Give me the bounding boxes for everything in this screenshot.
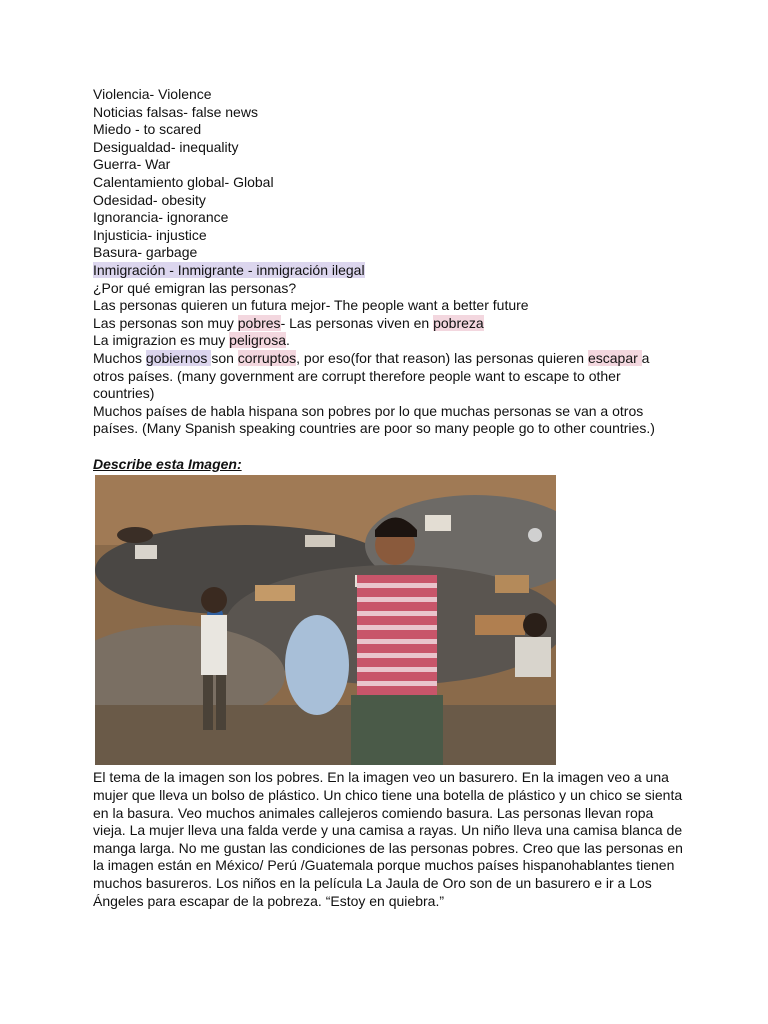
question-line: ¿Por qué emigran las personas? [93, 279, 297, 296]
highlight-pobres: pobres [237, 314, 281, 331]
text-segment: Muchos [93, 349, 146, 366]
vocab-item: Noticias falsas- false news [93, 103, 258, 120]
vocab-item: Injusticia- injustice [93, 226, 207, 243]
description-paragraph: El tema de la imagen son los pobres. En la imagen veo un basurero. En la imagen veo a una mujer que lleva un bolso de plástico. Un chico tiene una botella de plástico y un chico se sienta en la basura. Veo muchos animales callejeros comiendo basura. Las personas llevan ropa vieja. La mujer lleva una falda verde y una camisa a rayas. Un niño lleva una camisa blanca de manga larga. No me gustan las condiciones de las personas pobres. Creo que las personas en la imagen están en México/ Perú /Guatemala porque muchos países hispanohablantes tienen muchos basureros. Los niños en la película La Jaula de Oro son de un basurero e ir a Los Ángeles para escapar de la pobreza. “Estoy en quiebra.” [93, 769, 683, 909]
sitting-child [515, 637, 551, 677]
vocab-item: Guerra- War [93, 156, 171, 173]
document-content [93, 86, 683, 910]
text-segment: son [211, 349, 238, 366]
boy-leg [216, 675, 226, 730]
vocab-item: Miedo - to scared [93, 121, 202, 138]
boy-head [201, 587, 227, 613]
image-heading: Describe esta Imagen: [93, 455, 242, 472]
highlight-peligrosa: peligrosa [229, 332, 286, 349]
dangerous-line [93, 332, 683, 350]
vocab-list [93, 86, 683, 262]
poor-line [93, 315, 683, 333]
highlight-gobiernos: gobiernos [145, 349, 212, 366]
vocab-item: Basura- garbage [93, 244, 198, 261]
boy-leg [203, 675, 213, 730]
plastic-bag [285, 615, 349, 715]
highlight-corruptos: corruptos [237, 349, 297, 366]
vocab-item: Odesidad- obesity [93, 191, 206, 208]
woman-green-skirt [351, 695, 443, 765]
debris [528, 528, 542, 542]
vocab-item: Desigualdad- inequality [93, 138, 239, 155]
corrupt-paragraph [93, 350, 683, 403]
immigration-highlight: Inmigración - Inmigrante - inmigración ilegal [93, 261, 365, 278]
vocab-item: Ignorancia- ignorance [93, 209, 229, 226]
landfill-photo [95, 475, 556, 765]
highlight-escapar: escapar [587, 349, 642, 366]
debris [135, 545, 157, 559]
text-segment: Las personas son muy [93, 314, 238, 331]
woman-striped-shirt [357, 575, 437, 695]
future-line: Las personas quieren un futura mejor- The people want a better future [93, 297, 529, 314]
text-segment: - Las personas viven en [280, 314, 434, 331]
immigration-line [93, 262, 683, 280]
text-segment: . [286, 332, 290, 349]
ground [95, 705, 556, 765]
text-segment: a otros países. (many government are corrupt therefore people want to escape to other countries) [93, 349, 650, 402]
debris [495, 575, 529, 593]
highlight-pobreza: pobreza [433, 314, 484, 331]
debris [305, 535, 335, 547]
debris [475, 615, 525, 635]
vocab-item: Violencia- Violence [93, 86, 212, 102]
debris [425, 515, 451, 531]
hispanic-paragraph: Muchos países de habla hispana son pobres por lo que muchas personas se van a otros países. (Many Spanish speaking countries are poor so many people go to other countries.) [93, 402, 655, 437]
sitting-child-head [523, 613, 547, 637]
boy-shirt [201, 615, 227, 675]
text-segment: , por eso(for that reason) las personas quieren [296, 349, 588, 366]
dog [117, 527, 153, 543]
text-segment: La imigrazion es muy [93, 332, 230, 349]
debris [255, 585, 295, 601]
vocab-item: Calentamiento global- Global [93, 173, 274, 190]
